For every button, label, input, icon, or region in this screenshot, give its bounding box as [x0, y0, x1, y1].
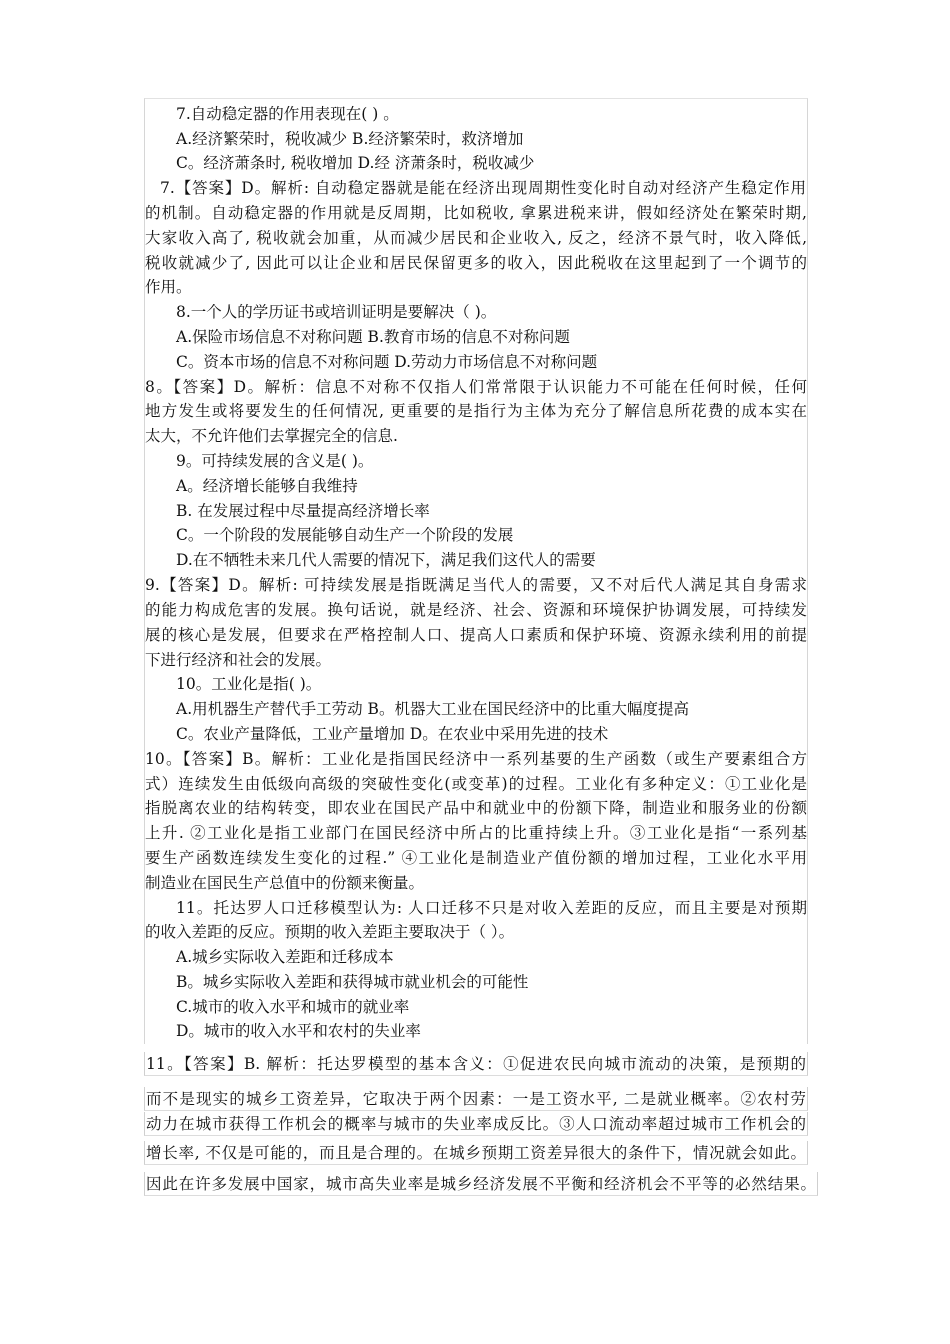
answer-11-line-2: 而不是现实的城乡工资差异，它取决于两个因素：一是工资水平, 二是就业概率。②农村劳: [144, 1087, 808, 1111]
question-9-option-c: C。一个阶段的发展能够自动生产一个阶段的发展: [176, 526, 514, 544]
question-11-text-line-1: 11。托达罗人口迁移模型认为: 人口迁移不只是对收入差距的反应，而且主要是对预期: [176, 899, 807, 917]
answer-11-line-5: 因此在许多发展中国家，城市高失业率是城乡经济发展不平衡和经济机会不平等的必然结果。: [144, 1172, 818, 1196]
question-9-option-a: A。经济增长能够自我维持: [176, 477, 358, 495]
answer-9-line-3: 展的核心是发展，但要求在严格控制人口、提高人口素质和保护环境、资源永续利用的前提: [145, 626, 807, 644]
answer-8-line-2: 地方发生或将要发生的任何情况, 更重要的是指行为主体为充分了解信息所花费的成本实在: [145, 402, 807, 420]
answer-11-line-4: 增长率, 不仅是可能的，而且是合理的。在城乡预期工资差异很大的条件下，情况就会如此。: [144, 1141, 808, 1165]
question-9-option-d: D.在不牺牲未来几代人需要的情况下，满足我们这代人的需要: [176, 551, 596, 569]
question-10-options-cd: C。农业产量降低，工业产量增加 D。在农业中采用先进的技术: [176, 725, 609, 743]
question-7-options-ab: A.经济繁荣时，税收减少 B.经济繁荣时，救济增加: [176, 130, 524, 148]
answer-7-line-5: 作用。: [145, 278, 192, 296]
question-9-text: 9。可持续发展的含义是( )。: [176, 452, 374, 470]
answer-10-line-5: 要生产函数连续发生变化的过程.” ④工业化是制造业产值份额的增加过程，工业化水平用: [145, 849, 807, 867]
answer-11-line-3: 动力在城市获得工作机会的概率与城市的失业率成反比。③人口流动率超过城市工作机会的: [144, 1112, 808, 1136]
question-11-option-c: C.城市的收入水平和城市的就业率: [176, 998, 410, 1016]
question-10-text: 10。工业化是指( )。: [176, 675, 322, 693]
answer-10-line-4: 上升. ②工业化是指工业部门在国民经济中所占的比重持续上升。③工业化是指“一系列基: [145, 824, 807, 842]
question-11-text-line-2: 的收入差距的反应。预期的收入差距主要取决于（ ）。: [145, 923, 515, 941]
question-9-option-b: B. 在发展过程中尽量提高经济增长率: [176, 502, 430, 520]
answer-7-line-1: 7.【答案】D。解析: 自动稳定器就是能在经济出现周期性变化时自动对经济产生稳定作用: [160, 179, 806, 197]
question-7-options-cd: C。经济萧条时, 税收增加 D.经 济萧条时，税收减少: [176, 154, 535, 172]
answer-7-line-4: 税收就减少了, 因此可以让企业和居民保留更多的收入，因此税收在这里起到了一个调节的: [145, 254, 807, 272]
question-11-option-a: A.城乡实际收入差距和迁移成本: [176, 948, 394, 966]
answer-10-line-2: 式）连续发生由低级向高级的突破性变化(或变革)的过程。工业化有多种定义：①工业化是: [145, 775, 807, 793]
question-7-text: 7.自动稳定器的作用表现在( ) 。: [176, 105, 399, 123]
question-11-option-b: B。城乡实际收入差距和获得城市就业机会的可能性: [176, 973, 529, 991]
answer-7-line-2: 的机制。自动稳定器的作用就是反周期，比如税收, 拿累进税来讲，假如经济处在繁荣时期,: [145, 204, 807, 222]
answer-10-line-1: 10。【答案】B。解析：工业化是指国民经济中一系列基要的生产函数（或生产要素组合方: [145, 750, 807, 768]
answer-7-line-3: 大家收入高了, 税收就会加重，从而减少居民和企业收入, 反之，经济不景气时，收入降低,: [145, 229, 807, 247]
answer-10-line-6: 制造业在国民生产总值中的份额来衡量。: [145, 874, 425, 892]
answer-9-line-2: 的能力构成危害的发展。换句话说，就是经济、社会、资源和环境保护协调发展，可持续发: [145, 601, 807, 619]
question-8-options-cd: C。资本市场的信息不对称问题 D.劳动力市场信息不对称问题: [176, 353, 598, 371]
answer-10-line-3: 指脱离农业的结构转变，即农业在国民产品中和就业中的份额下降，制造业和服务业的份额: [145, 799, 807, 817]
question-8-text: 8.一个人的学历证书或培训证明是要解决（ )。: [176, 303, 497, 321]
question-8-options-ab: A.保险市场信息不对称问题 B.教育市场的信息不对称问题: [176, 328, 570, 346]
answer-11-line-1: 11。【答案】B. 解析：托达罗模型的基本含义：①促进农民向城市流动的决策，是预期的: [144, 1052, 808, 1076]
answer-8-line-1: 8。【答案】D。解析：信息不对称不仅指人们常常限于认识能力不可能在任何时候，任何: [145, 378, 807, 396]
question-11-option-d: D。城市的收入水平和农村的失业率: [176, 1022, 421, 1040]
question-10-options-ab: A.用机器生产替代手工劳动 B。机器大工业在国民经济中的比重大幅度提高: [176, 700, 689, 718]
answer-9-line-1: 9.【答案】D。解析: 可持续发展是指既满足当代人的需要，又不对后代人满足其自身需求: [145, 576, 807, 594]
answer-9-line-4: 下进行经济和社会的发展。: [145, 651, 332, 669]
answer-8-line-3: 太大，不允许他们去掌握完全的信息.: [145, 427, 398, 445]
